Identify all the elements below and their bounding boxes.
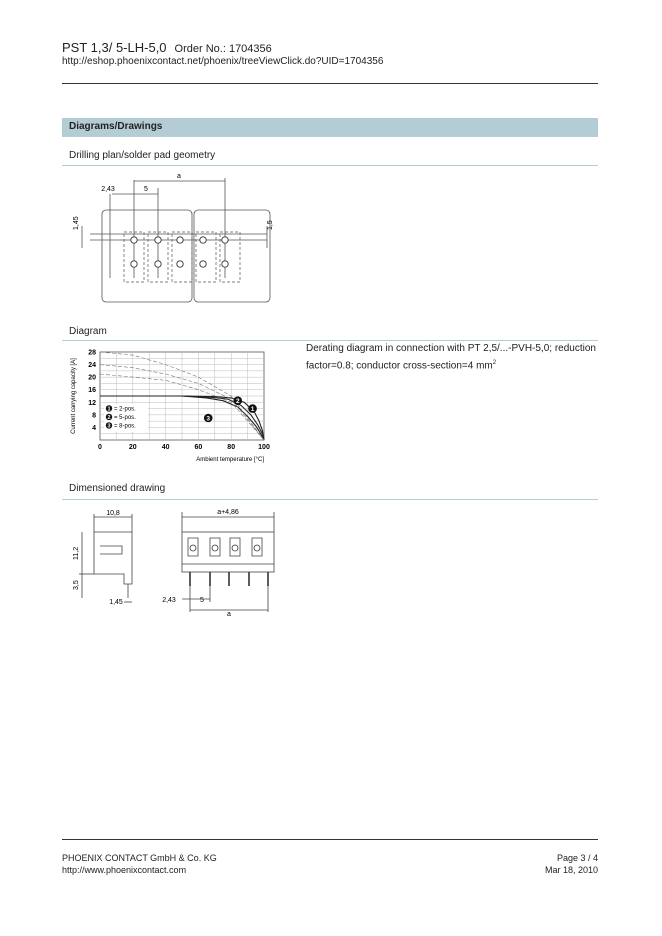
dim-label-h2: 3,5 <box>73 580 80 590</box>
y-tick-label: 8 <box>92 412 96 420</box>
drill-label-145: 1,45 <box>73 216 80 230</box>
dimensioned-title: Dimensioned drawing <box>69 483 166 494</box>
drilling-plan-drawing <box>62 168 282 308</box>
dim-label-width: 10,8 <box>106 510 120 517</box>
x-tick-label: 0 <box>98 444 102 451</box>
dim-label-top: a+4,86 <box>217 509 239 516</box>
dim-label-a: a <box>227 611 231 618</box>
drilling-divider <box>62 165 598 166</box>
footer-website[interactable]: http://www.phoenixcontact.com <box>62 865 187 875</box>
drill-label-a: a <box>177 173 181 180</box>
section-title: Diagrams/Drawings <box>69 121 163 132</box>
order-number: Order No.: 1704356 <box>174 43 272 55</box>
diagram-divider <box>62 340 598 341</box>
footer-company: PHOENIX CONTACT GmbH & Co. KG <box>62 853 217 863</box>
y-tick-label: 12 <box>88 399 96 407</box>
diagram-description <box>306 342 598 373</box>
x-tick-label: 80 <box>227 444 236 451</box>
legend-marker-label: 1 <box>107 406 111 413</box>
legend-label: = 5-pos. <box>114 415 136 422</box>
y-axis-label: Current carrying capacity [A] <box>71 358 77 434</box>
x-tick-label: 20 <box>128 444 137 451</box>
dim-label-h1: 11,2 <box>73 546 80 560</box>
derating-chart <box>66 344 276 466</box>
y-tick-label: 24 <box>88 362 96 370</box>
x-tick-label: 60 <box>194 444 203 451</box>
legend-marker-label: 3 <box>107 423 111 430</box>
product-url[interactable]: http://eshop.phoenixcontact.net/phoenix/treeViewClick.do?UID=1704356 <box>62 56 384 67</box>
dimensioned-drawing <box>66 502 286 620</box>
x-axis-label: Ambient temperature [°C] <box>196 457 264 463</box>
footer-date: Mar 18, 2010 <box>544 865 598 875</box>
diagram-title: Diagram <box>69 326 107 337</box>
header-divider <box>62 83 598 84</box>
dim-label-pitch: 5 <box>200 597 204 604</box>
dimensioned-divider <box>62 499 598 500</box>
curve-marker-label: 3 <box>206 415 211 423</box>
legend-label: = 8-pos. <box>114 423 136 430</box>
drill-label-15: 1,5 <box>267 220 274 230</box>
drilling-title: Drilling plan/solder pad geometry <box>69 150 216 161</box>
section-header <box>62 118 598 137</box>
dim-label-bottom: 1,45 <box>109 599 123 606</box>
y-tick-label: 20 <box>88 374 96 382</box>
page-title <box>62 40 272 55</box>
x-tick-label: 100 <box>258 444 270 451</box>
x-tick-label: 40 <box>161 444 170 451</box>
y-tick-label: 4 <box>92 424 96 432</box>
footer-page: Page 3 / 4 <box>556 853 598 863</box>
dim-label-offset: 2,43 <box>162 597 176 604</box>
curve-marker-label: 1 <box>250 406 255 414</box>
diagram-description-text: Derating diagram in connection with PT 2,5/...-PVH-5,0; reduction factor=0.8; conductor cross-section=4 mm <box>306 343 596 372</box>
legend-label: = 2-pos. <box>114 406 136 413</box>
drill-label-offset: 2,43 <box>101 186 115 193</box>
product-name: PST 1,3/ 5-LH-5,0 <box>62 40 167 55</box>
footer-divider <box>62 839 598 840</box>
curve-marker-label: 2 <box>235 398 240 406</box>
legend-marker-label: 2 <box>107 415 111 422</box>
y-tick-label: 28 <box>88 349 96 357</box>
drill-label-pitch: 5 <box>144 186 148 193</box>
y-tick-label: 16 <box>88 387 96 395</box>
superscript: 2 <box>492 360 497 366</box>
